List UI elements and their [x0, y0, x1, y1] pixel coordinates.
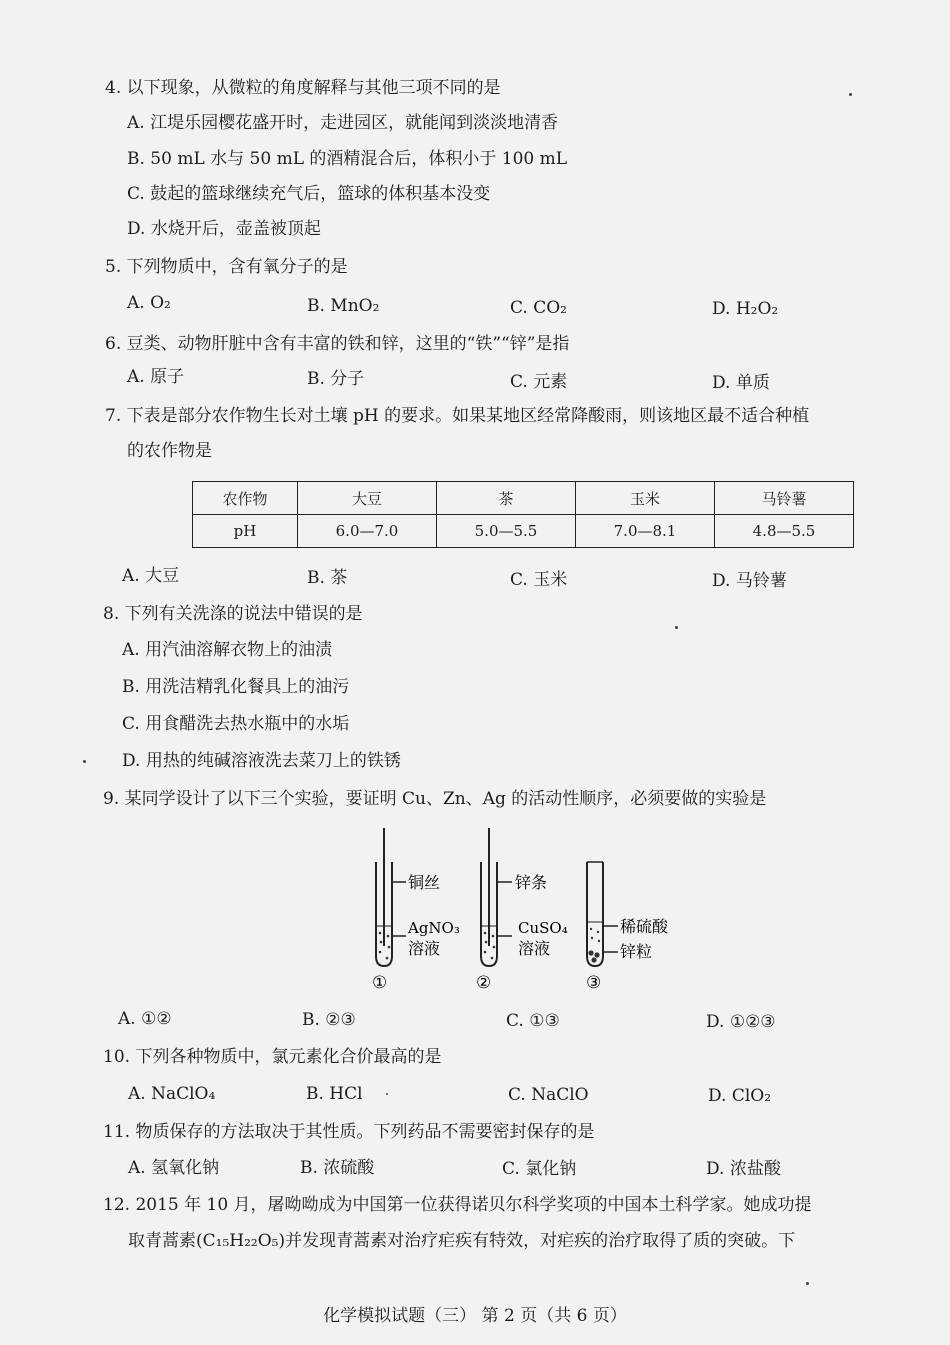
- table-header-cell: 农作物: [193, 482, 298, 515]
- q8-option-b: B. 用洗洁精乳化餐具上的油污: [122, 677, 350, 697]
- ph-table: [192, 481, 854, 548]
- q11-stem: 11. 物质保存的方法取决于其性质。下列药品不需要密封保存的是: [103, 1122, 595, 1142]
- q6-option-b: B. 分子: [307, 369, 365, 389]
- page-footer: 化学模拟试题（三） 第 2 页（共 6 页）: [323, 1306, 627, 1326]
- q12-line1: 12. 2015 年 10 月，屠呦呦成为中国第一位获得诺贝尔科学奖项的中国本土科学家。她成功提: [103, 1195, 812, 1215]
- zinc-strip-label: 锌条: [515, 873, 548, 892]
- experiment-number-1: ①: [372, 973, 388, 993]
- q5-option-d: D. H₂O₂: [712, 299, 779, 319]
- q10-option-c: C. NaClO: [508, 1085, 589, 1105]
- copper-wire-label: 铜丝: [408, 873, 441, 892]
- table-header-cell: 茶: [437, 482, 576, 515]
- q9-option-c: C. ①③: [506, 1011, 560, 1031]
- q6-option-a: A. 原子: [127, 367, 185, 387]
- q10-option-d: D. ClO₂: [708, 1086, 772, 1106]
- q7-option-c: C. 玉米: [510, 570, 568, 590]
- q11-option-c: C. 氯化钠: [502, 1159, 577, 1179]
- table-cell: 6.0—7.0: [298, 515, 437, 548]
- zinc-granules-label: 锌粒: [620, 942, 653, 961]
- q5-option-a: A. O₂: [127, 293, 171, 313]
- solution-label: 溶液: [518, 939, 551, 958]
- test-tube-figure: [360, 826, 700, 998]
- table-cell: pH: [193, 515, 298, 548]
- q5-stem: 5. 下列物质中，含有氧分子的是: [105, 257, 348, 277]
- q4-option-b: B. 50 mL 水与 50 mL 的酒精混合后，体积小于 100 mL: [127, 149, 568, 169]
- q7-stem-line2: 的农作物是: [127, 441, 212, 461]
- test-tube-2: [476, 828, 568, 993]
- experiment-number-2: ②: [476, 973, 492, 993]
- test-tube-3: [586, 862, 669, 993]
- cuso4-label: CuSO₄: [518, 919, 568, 937]
- q10-option-a: A. NaClO₄: [128, 1084, 216, 1104]
- q6-option-c: C. 元素: [510, 372, 568, 392]
- solution-label: 溶液: [408, 939, 441, 958]
- q4-option-d: D. 水烧开后，壶盖被顶起: [127, 219, 321, 239]
- table-row: [193, 515, 854, 548]
- q12-line2: 取青蒿素(C₁₅H₂₂O₅)并发现青蒿素对治疗疟疾有特效，对疟疾的治疗取得了质的突破。下: [128, 1231, 796, 1251]
- q10-stem: 10. 下列各种物质中，氯元素化合价最高的是: [103, 1047, 442, 1067]
- q10-option-b: B. HCl: [306, 1084, 363, 1104]
- q11-option-b: B. 浓硫酸: [300, 1158, 375, 1178]
- scan-speck: [83, 760, 86, 763]
- scan-speck: [849, 93, 852, 96]
- table-header-row: [193, 482, 854, 515]
- scan-speck: [806, 1282, 809, 1285]
- q7-option-d: D. 马铃薯: [712, 571, 787, 591]
- q11-option-d: D. 浓盐酸: [706, 1159, 781, 1179]
- agno3-label: AgNO₃: [408, 919, 460, 937]
- q7-stem-line1: 7. 下表是部分农作物生长对土壤 pH 的要求。如果某地区经常降酸雨，则该地区最不适合种植: [105, 406, 810, 426]
- experiment-number-3: ③: [586, 973, 602, 993]
- q4-option-c: C. 鼓起的篮球继续充气后，篮球的体积基本没变: [127, 184, 491, 204]
- q9-option-a: A. ①②: [118, 1009, 172, 1029]
- q5-option-b: B. MnO₂: [307, 296, 380, 316]
- q11-option-a: A. 氢氧化钠: [128, 1158, 220, 1178]
- q7-option-a: A. 大豆: [122, 566, 180, 586]
- q6-option-d: D. 单质: [712, 373, 770, 393]
- table-header-cell: 玉米: [576, 482, 715, 515]
- table-header-cell: 大豆: [298, 482, 437, 515]
- table-cell: 4.8—5.5: [715, 515, 854, 548]
- q8-option-c: C. 用食醋洗去热水瓶中的水垢: [122, 714, 350, 734]
- q6-stem: 6. 豆类、动物肝脏中含有丰富的铁和锌，这里的“铁”“锌”是指: [105, 334, 570, 354]
- q8-stem: 8. 下列有关洗涤的说法中错误的是: [103, 604, 363, 624]
- q7-option-b: B. 茶: [307, 568, 348, 588]
- q5-option-c: C. CO₂: [510, 298, 567, 318]
- table-header-cell: 马铃薯: [715, 482, 854, 515]
- q8-option-a: A. 用汽油溶解衣物上的油渍: [122, 640, 333, 660]
- table-cell: 7.0—8.1: [576, 515, 715, 548]
- dilute-sulfuric-acid-label: 稀硫酸: [620, 917, 669, 936]
- scan-speck: [675, 626, 678, 629]
- q9-option-b: B. ②③: [302, 1010, 356, 1030]
- q9-option-d: D. ①②③: [706, 1012, 776, 1032]
- q4-stem: 4. 以下现象，从微粒的角度解释与其他三项不同的是: [105, 78, 501, 98]
- scan-speck: [386, 1093, 388, 1095]
- table-cell: 5.0—5.5: [437, 515, 576, 548]
- q4-option-a: A. 江堤乐园樱花盛开时，走进园区，就能闻到淡淡地清香: [127, 113, 559, 133]
- q8-option-d: D. 用热的纯碱溶液洗去菜刀上的铁锈: [122, 751, 401, 771]
- test-tube-1: [372, 828, 460, 993]
- q9-stem: 9. 某同学设计了以下三个实验，要证明 Cu、Zn、Ag 的活动性顺序，必须要做的实验是: [103, 789, 767, 809]
